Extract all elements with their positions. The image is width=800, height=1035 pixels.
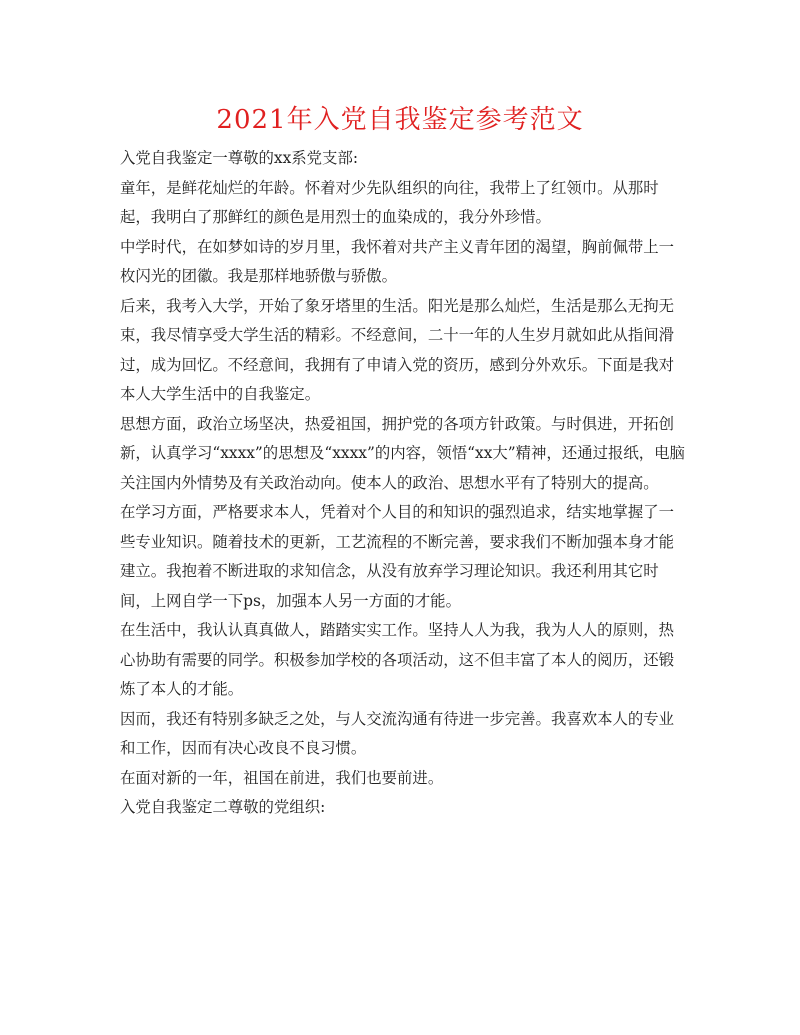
paragraph-3: 中学时代，在如梦如诗的岁月里，我怀着对共产主义青年团的渴望，胸前佩带上一枚闪光的团徽。我是那样地骄傲与骄傲。 bbox=[120, 237, 675, 285]
paragraph-4: 后来，我考入大学，开始了象牙塔里的生活。阳光是那么灿烂，生活是那么无拘无束，我尽情享受大学生活的精彩。不经意间，二十一年的人生岁月就如此从指间滑过，成为回忆。不经意间，我拥有了申请入党的资历，感到分外欢乐。下面是我对本人大学生活中的自我鉴定。 bbox=[120, 296, 675, 403]
paragraph-1: 入党自我鉴定一尊敬的xx系党支部: bbox=[120, 149, 359, 167]
paragraph-8: 因而，我还有特别多缺乏之处，与人交流沟通有待进一步完善。我喜欢本人的专业和工作，因而有决心改良不良习惯。 bbox=[120, 709, 675, 757]
paragraph-2: 童年，是鲜花灿烂的年龄。怀着对少先队组织的向往，我带上了红领巾。从那时起，我明白了那鲜红的颜色是用烈士的血染成的，我分外珍惜。 bbox=[120, 178, 659, 226]
document-body bbox=[120, 144, 686, 823]
paragraph-10: 入党自我鉴定二尊敬的党组织: bbox=[120, 798, 326, 816]
paragraph-9: 在面对新的一年，祖国在前进，我们也要前进。 bbox=[120, 768, 444, 787]
document-title: 2021年入党自我鉴定参考范文 bbox=[216, 105, 584, 135]
paragraph-7: 在生活中，我认认真真做人，踏踏实实工作。坚持人人为我，我为人人的原则，热心协助有需要的同学。积极参加学校的各项活动，这不但丰富了本人的阅历，还锻炼了本人的才能。 bbox=[120, 621, 675, 698]
paragraph-5: 思想方面，政治立场坚决，热爱祖国，拥护党的各项方针政策。与时俱进，开拓创新，认真学习“xxxx”的思想及“xxxx”的内容，领悟“xx大”精神，还通过报纸，电脑关注国内外情势及有关政治动向。使本人的政治、思想水平有了特别大的提高。 bbox=[120, 414, 685, 492]
paragraph-6: 在学习方面，严格要求本人，凭着对个人目的和知识的强烈追求，结实地掌握了一些专业知识。随着技术的更新，工艺流程的不断完善，要求我们不断加强本身才能建立。我抱着不断进取的求知信念，从没有放弃学习理论知识。我还利用其它时间，上网自学一下ps，加强本人另一方面的才能。 bbox=[120, 503, 675, 610]
